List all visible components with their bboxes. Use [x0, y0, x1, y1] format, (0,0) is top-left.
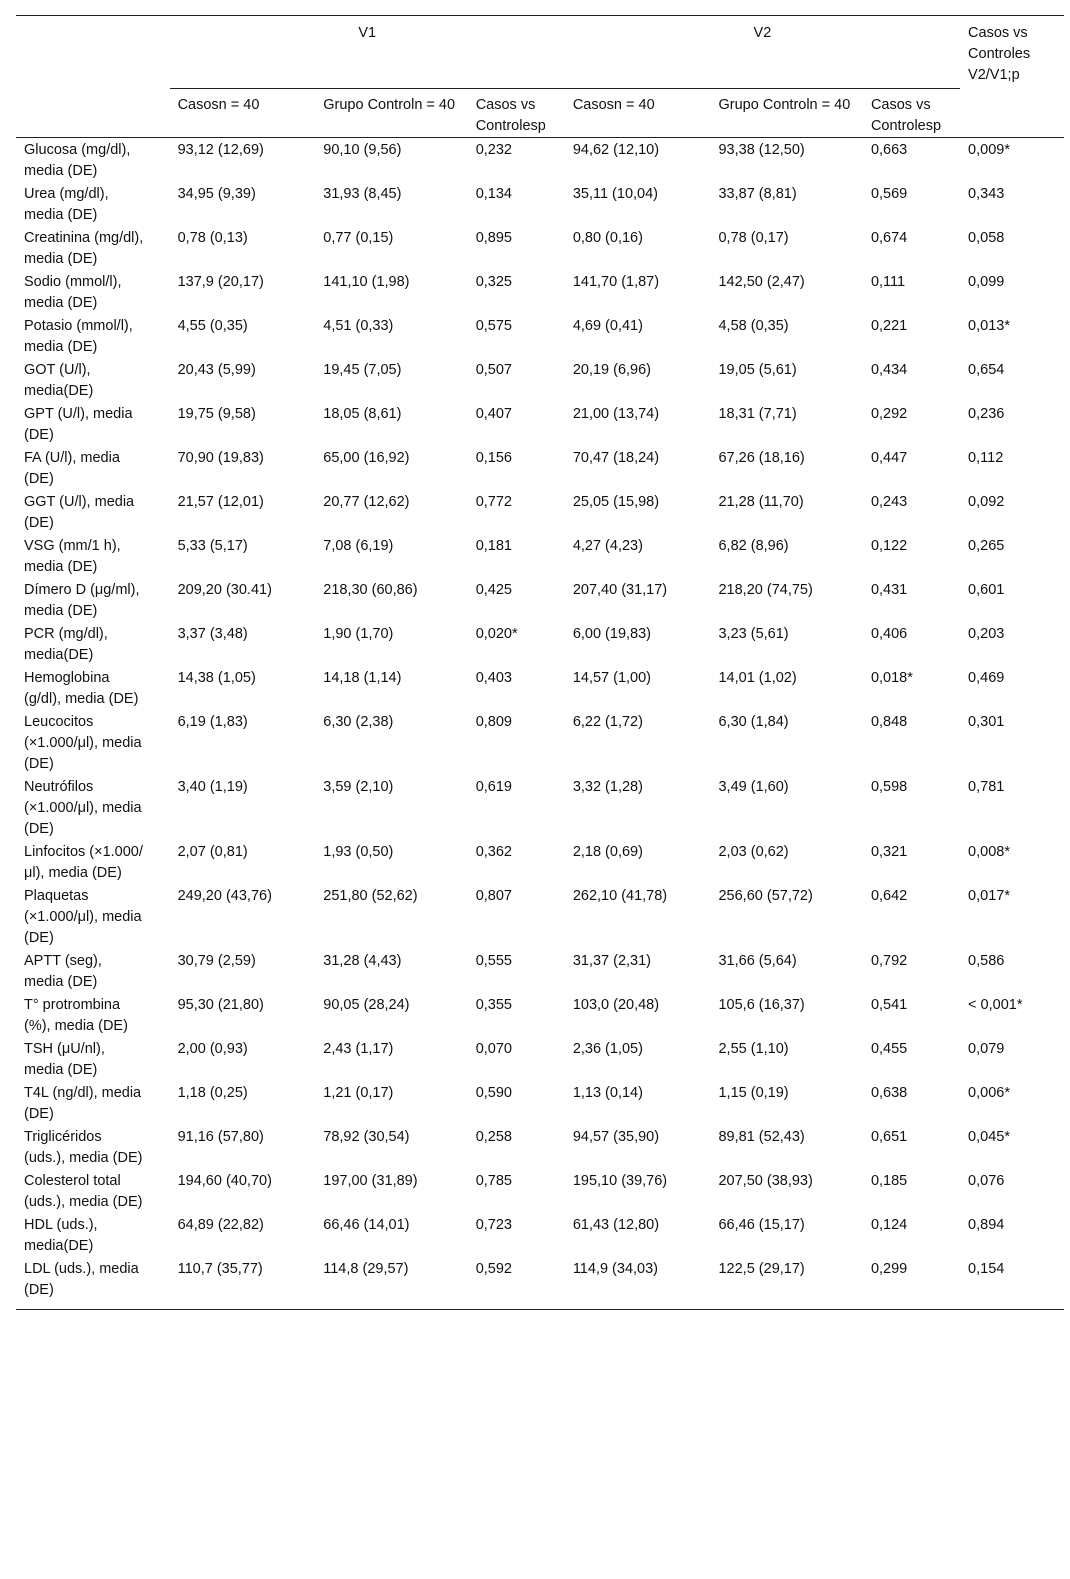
cell-v2-casos: 94,62 (12,10)	[572, 142, 660, 158]
cell-v1-casos: 34,95 (9,39)	[177, 186, 256, 202]
cell-v1-control: 19,45 (7,05)	[323, 362, 402, 378]
row-spacer	[152, 622, 170, 666]
row-spacer	[152, 1037, 170, 1081]
cell-v1-casos: 2,07 (0,81)	[177, 844, 248, 860]
cell-v2-casos: 21,00 (13,74)	[572, 406, 660, 422]
cell-v2-casos: 94,57 (35,90)	[572, 1129, 660, 1145]
cell-row-label: APTT (seg), media (DE)	[24, 953, 102, 990]
cell-v2v1-p: 0,894	[968, 1217, 1005, 1233]
cell-v1-casos: 70,90 (19,83)	[177, 450, 264, 466]
cell-v1-p: 0,619	[475, 779, 512, 795]
row-spacer	[152, 1125, 170, 1169]
cell-v2-control: 122,5 (29,17)	[710, 1257, 862, 1310]
cell-v2-p: 0,541	[870, 997, 908, 1013]
cell-v2v1-p: 0,203	[968, 626, 1005, 642]
cell-v1-control: 14,18 (1,14)	[323, 670, 402, 686]
cell-v1-p: 0,070	[475, 1041, 512, 1057]
row-spacer	[152, 182, 170, 226]
cell-v2-control: 33,87 (8,81)	[718, 186, 797, 202]
table-body	[16, 138, 1064, 1310]
cell-v2-casos: 262,10 (41,78)	[572, 888, 668, 904]
cell-v2v1-p: 0,006*	[968, 1085, 1010, 1101]
header-empty-sub	[16, 89, 152, 138]
row-spacer	[152, 666, 170, 710]
cell-v2-control: 66,46 (15,17)	[718, 1217, 805, 1233]
cell-v2-casos: 25,05 (15,98)	[572, 494, 660, 510]
cell-v2-p: 0,598	[870, 779, 908, 795]
cell-v2-casos: 61,43 (12,80)	[572, 1217, 660, 1233]
table-row	[16, 314, 1064, 358]
cell-v2v1-p: 0,601	[968, 582, 1005, 598]
table-row	[16, 1169, 1064, 1213]
cell-v1-control: 1,21 (0,17)	[323, 1085, 394, 1101]
cell-v1-control: 197,00 (31,89)	[323, 1173, 418, 1189]
header-v2: V2	[565, 16, 960, 89]
table-row	[16, 182, 1064, 226]
cell-row-label: Colesterol total (uds.), media (DE)	[24, 1173, 143, 1210]
cell-v1-p: 0,575	[475, 318, 512, 334]
cell-row-label: GPT (U/l), media (DE)	[24, 406, 133, 443]
header-casos-vs-controles-v2v1: Casos vs Controles V2/V1;p	[960, 16, 1064, 138]
table-row	[16, 1125, 1064, 1169]
cell-v1-p: 0,590	[475, 1085, 512, 1101]
row-spacer	[152, 993, 170, 1037]
cell-v1-p: 0,555	[475, 953, 512, 969]
cell-v2-control: 218,20 (74,75)	[718, 582, 813, 598]
cell-v1-p: 0,785	[475, 1173, 512, 1189]
cell-v2-control: 3,49 (1,60)	[718, 779, 789, 795]
cell-v1-p: 0,807	[475, 888, 512, 904]
cell-v1-control: 1,90 (1,70)	[323, 626, 394, 642]
cell-v1-casos: 110,7 (35,77)	[170, 1257, 316, 1310]
cell-v2v1-p: 0,154	[960, 1257, 1064, 1310]
cell-v2-casos: 195,10 (39,76)	[572, 1173, 668, 1189]
cell-v1-p: 0,723	[475, 1217, 512, 1233]
table-row	[16, 138, 1064, 183]
cell-v1-p: 0,772	[475, 494, 512, 510]
header-row-sub	[16, 89, 1064, 138]
cell-v1-control: 141,10 (1,98)	[323, 274, 410, 290]
cell-v2-casos: 4,27 (4,23)	[572, 538, 643, 554]
cell-v2-casos: 35,11 (10,04)	[572, 186, 658, 202]
table-row	[16, 358, 1064, 402]
cell-v2-casos: 114,9 (34,03)	[565, 1257, 711, 1310]
cell-v2-control: 1,15 (0,19)	[718, 1085, 789, 1101]
cell-v1-control: 4,51 (0,33)	[323, 318, 394, 334]
cell-v1-casos: 209,20 (30.41)	[177, 582, 272, 598]
cell-v2-p: 0,569	[870, 186, 908, 202]
cell-v2v1-p: 0,079	[968, 1041, 1005, 1057]
cell-row-label: Hemoglobina (g/dl), media (DE)	[24, 670, 139, 707]
row-spacer	[152, 1081, 170, 1125]
cell-v1-p: 0,181	[475, 538, 512, 554]
cell-v2-p: 0,431	[870, 582, 908, 598]
cell-v2-p: 0,642	[870, 888, 908, 904]
cell-v2-casos: 1,13 (0,14)	[572, 1085, 643, 1101]
table-row	[16, 578, 1064, 622]
cell-v2-control: 93,38 (12,50)	[718, 142, 805, 158]
table-row	[16, 884, 1064, 949]
cell-v1-control: 0,77 (0,15)	[323, 230, 394, 246]
cell-v1-control: 2,43 (1,17)	[323, 1041, 394, 1057]
cell-v2v1-p: 0,017*	[968, 888, 1010, 904]
row-spacer	[152, 138, 170, 183]
header-spacer	[152, 16, 170, 89]
cell-v1-control: 31,28 (4,43)	[323, 953, 402, 969]
cell-v2-casos: 2,36 (1,05)	[572, 1041, 643, 1057]
cell-row-label: TSH (μU/nl), media (DE)	[24, 1041, 105, 1078]
cell-v2-control: 142,50 (2,47)	[718, 274, 805, 290]
cell-v2-control: 14,01 (1,02)	[718, 670, 797, 686]
header-empty	[16, 16, 152, 89]
row-spacer	[152, 775, 170, 840]
cell-v1-control: 66,46 (14,01)	[323, 1217, 410, 1233]
cell-v1-control: 1,93 (0,50)	[323, 844, 394, 860]
cell-v2-p: 0,434	[870, 362, 908, 378]
cell-v1-p: 0,809	[475, 714, 512, 730]
cell-v1-casos: 2,00 (0,93)	[177, 1041, 248, 1057]
cell-v1-casos: 3,40 (1,19)	[177, 779, 248, 795]
cell-v2-casos: 6,00 (19,83)	[572, 626, 652, 642]
cell-row-label: GOT (U/l), media(DE)	[24, 362, 94, 399]
cell-v2-casos: 2,18 (0,69)	[572, 844, 643, 860]
cell-v2-p: 0,124	[870, 1217, 908, 1233]
cell-v1-control: 6,30 (2,38)	[323, 714, 394, 730]
cell-v2-casos: 14,57 (1,00)	[572, 670, 652, 686]
cell-v2-control: 2,55 (1,10)	[718, 1041, 789, 1057]
cell-row-label: Glucosa (mg/dl), media (DE)	[24, 142, 131, 179]
cell-v2-casos: 31,37 (2,31)	[572, 953, 652, 969]
cell-v2-p: 0,122	[870, 538, 908, 554]
cell-v2v1-p: 0,469	[968, 670, 1005, 686]
cell-v2v1-p: 0,343	[968, 186, 1005, 202]
cell-v2v1-p: 0,099	[968, 274, 1005, 290]
cell-v1-p: 0,355	[475, 997, 512, 1013]
cell-v2-control: 31,66 (5,64)	[718, 953, 797, 969]
cell-v2-p: 0,638	[870, 1085, 908, 1101]
cell-v2-p: 0,321	[870, 844, 908, 860]
cell-v2-p: 0,663	[870, 142, 908, 158]
cell-v2v1-p: < 0,001*	[968, 997, 1023, 1013]
row-spacer	[152, 402, 170, 446]
cell-v1-casos: 30,79 (2,59)	[177, 953, 256, 969]
header-v1-casos: Casosn = 40	[170, 89, 316, 138]
cell-v2v1-p: 0,586	[968, 953, 1005, 969]
cell-row-label: T4L (ng/dl), media (DE)	[24, 1085, 142, 1122]
cell-v1-casos: 14,38 (1,05)	[177, 670, 256, 686]
cell-v1-control: 18,05 (8,61)	[323, 406, 402, 422]
table-row	[16, 226, 1064, 270]
cell-v1-control: 31,93 (8,45)	[323, 186, 402, 202]
table-row	[16, 710, 1064, 775]
cell-v2-casos: 6,22 (1,72)	[572, 714, 643, 730]
row-spacer	[152, 710, 170, 775]
cell-v2-p: 0,848	[870, 714, 908, 730]
cell-v1-control: 90,10 (9,56)	[323, 142, 402, 158]
cell-v1-casos: 4,55 (0,35)	[177, 318, 248, 334]
cell-v2-p: 0,221	[870, 318, 908, 334]
row-spacer	[152, 840, 170, 884]
cell-v2v1-p: 0,076	[968, 1173, 1005, 1189]
table-row	[16, 840, 1064, 884]
cell-v1-casos: 19,75 (9,58)	[177, 406, 256, 422]
cell-row-label: Neutrófilos (×1.000/μl), media (DE)	[24, 779, 142, 837]
cell-v1-casos: 194,60 (40,70)	[177, 1173, 272, 1189]
cell-v2-control: 6,30 (1,84)	[718, 714, 789, 730]
cell-v2-casos: 207,40 (31,17)	[572, 582, 668, 598]
cell-v1-casos: 137,9 (20,17)	[177, 274, 264, 290]
cell-v2-p: 0,406	[870, 626, 908, 642]
row-spacer	[152, 358, 170, 402]
cell-v2-casos: 20,19 (6,96)	[572, 362, 652, 378]
cell-v2v1-p: 0,058	[968, 230, 1005, 246]
row-spacer	[152, 490, 170, 534]
cell-v2-p: 0,651	[870, 1129, 908, 1145]
cell-v1-casos: 6,19 (1,83)	[177, 714, 248, 730]
cell-v1-p: 0,362	[475, 844, 512, 860]
cell-v1-casos: 1,18 (0,25)	[177, 1085, 248, 1101]
cell-v2-control: 6,82 (8,96)	[718, 538, 789, 554]
row-spacer	[152, 226, 170, 270]
cell-v1-p: 0,020*	[475, 626, 518, 642]
cell-v2v1-p: 0,013*	[968, 318, 1010, 334]
cell-v2v1-p: 0,301	[968, 714, 1005, 730]
header-spacer-sub	[152, 89, 170, 138]
cell-v1-p: 0,156	[475, 450, 512, 466]
cell-row-label: Urea (mg/dl), media (DE)	[24, 186, 109, 223]
row-spacer	[152, 534, 170, 578]
cell-v1-control: 7,08 (6,19)	[323, 538, 394, 554]
cell-v2-control: 256,60 (57,72)	[718, 888, 813, 904]
cell-v1-p: 0,325	[475, 274, 512, 290]
cell-row-label: Plaquetas (×1.000/μl), media (DE)	[24, 888, 142, 946]
cell-v2v1-p: 0,265	[968, 538, 1005, 554]
row-spacer	[152, 1257, 170, 1310]
cell-v2-p: 0,447	[870, 450, 908, 466]
header-row-groups	[16, 16, 1064, 89]
cell-v1-p: 0,232	[475, 142, 512, 158]
row-spacer	[152, 446, 170, 490]
cell-row-label: HDL (uds.), media(DE)	[24, 1217, 98, 1254]
cell-v1-p: 0,895	[475, 230, 512, 246]
cell-v2-p: 0,185	[870, 1173, 908, 1189]
cell-v2-p: 0,674	[870, 230, 908, 246]
cell-row-label: VSG (mm/1 h), media (DE)	[24, 538, 121, 575]
row-spacer	[152, 578, 170, 622]
cell-v2v1-p: 0,654	[968, 362, 1005, 378]
cell-v2-control: 21,28 (11,70)	[718, 494, 804, 510]
table-row	[16, 534, 1064, 578]
row-spacer	[152, 270, 170, 314]
cell-row-label: T° protrombina (%), media (DE)	[24, 997, 128, 1034]
cell-v1-casos: 91,16 (57,80)	[177, 1129, 264, 1145]
cell-v2-casos: 141,70 (1,87)	[572, 274, 660, 290]
cell-v2-control: 0,78 (0,17)	[718, 230, 789, 246]
cell-v1-control: 3,59 (2,10)	[323, 779, 394, 795]
table-row	[16, 270, 1064, 314]
row-spacer	[152, 884, 170, 949]
cell-v2-control: 4,58 (0,35)	[718, 318, 789, 334]
cell-v2-control: 18,31 (7,71)	[718, 406, 797, 422]
table-row	[16, 1081, 1064, 1125]
row-spacer	[152, 1213, 170, 1257]
cell-v1-control: 114,8 (29,57)	[315, 1257, 467, 1310]
cell-v1-casos: 95,30 (21,80)	[177, 997, 264, 1013]
table-row	[16, 949, 1064, 993]
cell-v2-casos: 70,47 (18,24)	[572, 450, 660, 466]
cell-row-label: Potasio (mmol/l), media (DE)	[24, 318, 133, 355]
table-row	[16, 666, 1064, 710]
header-v2-casos: Casosn = 40	[565, 89, 711, 138]
cell-v1-casos: 249,20 (43,76)	[177, 888, 272, 904]
table-row	[16, 1037, 1064, 1081]
cell-v1-p: 0,507	[475, 362, 512, 378]
header-v1-control: Grupo Controln = 40	[315, 89, 467, 138]
row-spacer	[152, 1169, 170, 1213]
cell-v2-p: 0,292	[870, 406, 908, 422]
cell-v2-p: 0,018*	[870, 670, 913, 686]
cell-row-label: Creatinina (mg/dl), media (DE)	[24, 230, 144, 267]
cell-v2v1-p: 0,092	[968, 494, 1005, 510]
lab-results-table	[16, 15, 1064, 1310]
cell-v1-p: 0,258	[475, 1129, 512, 1145]
table-row	[16, 775, 1064, 840]
cell-v1-control: 251,80 (52,62)	[323, 888, 418, 904]
cell-v2v1-p: 0,009*	[968, 142, 1010, 158]
cell-v2-control: 19,05 (5,61)	[718, 362, 797, 378]
cell-v2-casos: 4,69 (0,41)	[572, 318, 643, 334]
cell-v2v1-p: 0,045*	[968, 1129, 1010, 1145]
table-row	[16, 622, 1064, 666]
cell-v1-casos: 20,43 (5,99)	[177, 362, 256, 378]
cell-v1-casos: 5,33 (5,17)	[177, 538, 248, 554]
table-row	[16, 993, 1064, 1037]
table-row	[16, 446, 1064, 490]
cell-v2-control: 89,81 (52,43)	[718, 1129, 805, 1145]
cell-v2v1-p: 0,112	[968, 450, 1004, 466]
cell-row-label: Sodio (mmol/l), media (DE)	[24, 274, 122, 311]
cell-v1-casos: 64,89 (22,82)	[177, 1217, 264, 1233]
cell-v2v1-p: 0,008*	[968, 844, 1010, 860]
table-row	[16, 1257, 1064, 1310]
cell-v1-casos: 3,37 (3,48)	[177, 626, 248, 642]
cell-v2-p: 0,299	[863, 1257, 960, 1310]
header-v2-control: Grupo Controln = 40	[710, 89, 862, 138]
cell-v2-p: 0,243	[870, 494, 908, 510]
cell-row-label: GGT (U/l), media (DE)	[24, 494, 135, 531]
cell-row-label: FA (U/l), media (DE)	[24, 450, 120, 487]
cell-v1-casos: 21,57 (12,01)	[177, 494, 264, 510]
cell-v1-control: 78,92 (30,54)	[323, 1129, 410, 1145]
cell-v1-control: 20,77 (12,62)	[323, 494, 410, 510]
cell-v2-casos: 103,0 (20,48)	[572, 997, 660, 1013]
header-v1: V1	[170, 16, 565, 89]
row-spacer	[152, 314, 170, 358]
cell-v2-control: 67,26 (18,16)	[718, 450, 805, 466]
cell-row-label: PCR (mg/dl), media(DE)	[24, 626, 108, 663]
row-spacer	[152, 949, 170, 993]
cell-v2-casos: 3,32 (1,28)	[572, 779, 643, 795]
cell-v1-control: 65,00 (16,92)	[323, 450, 410, 466]
cell-v1-casos: 93,12 (12,69)	[177, 142, 264, 158]
cell-v2-p: 0,455	[870, 1041, 908, 1057]
header-v1-p: Casos vs Controlesp	[468, 89, 565, 138]
cell-row-label: Dímero D (μg/ml), media (DE)	[24, 582, 140, 619]
cell-row-label: Linfocitos (×1.000/μl), media (DE)	[24, 844, 143, 881]
table-row	[16, 490, 1064, 534]
cell-v1-p: 0,407	[475, 406, 512, 422]
cell-v2v1-p: 0,781	[968, 779, 1005, 795]
cell-v1-casos: 0,78 (0,13)	[177, 230, 248, 246]
table-row	[16, 1213, 1064, 1257]
cell-v1-control: 90,05 (28,24)	[323, 997, 410, 1013]
cell-v1-p: 0,425	[475, 582, 512, 598]
cell-v2-control: 3,23 (5,61)	[718, 626, 789, 642]
cell-row-label: Leucocitos (×1.000/μl), media (DE)	[24, 714, 142, 772]
cell-v1-p: 0,134	[475, 186, 512, 202]
cell-v2-control: 2,03 (0,62)	[718, 844, 789, 860]
cell-v2-control: 207,50 (38,93)	[718, 1173, 813, 1189]
cell-v2-p: 0,111	[870, 274, 906, 290]
cell-v1-p: 0,592	[468, 1257, 565, 1310]
cell-v2-casos: 0,80 (0,16)	[572, 230, 643, 246]
header-v2-p: Casos vs Controlesp	[863, 89, 960, 138]
cell-v2-control: 105,6 (16,37)	[718, 997, 805, 1013]
cell-v1-p: 0,403	[475, 670, 512, 686]
table-row	[16, 402, 1064, 446]
cell-v1-control: 218,30 (60,86)	[323, 582, 418, 598]
cell-row-label: LDL (uds.), media (DE)	[16, 1257, 152, 1310]
cell-row-label: Triglicéridos (uds.), media (DE)	[24, 1129, 143, 1166]
cell-v2v1-p: 0,236	[968, 406, 1005, 422]
cell-v2-p: 0,792	[870, 953, 908, 969]
